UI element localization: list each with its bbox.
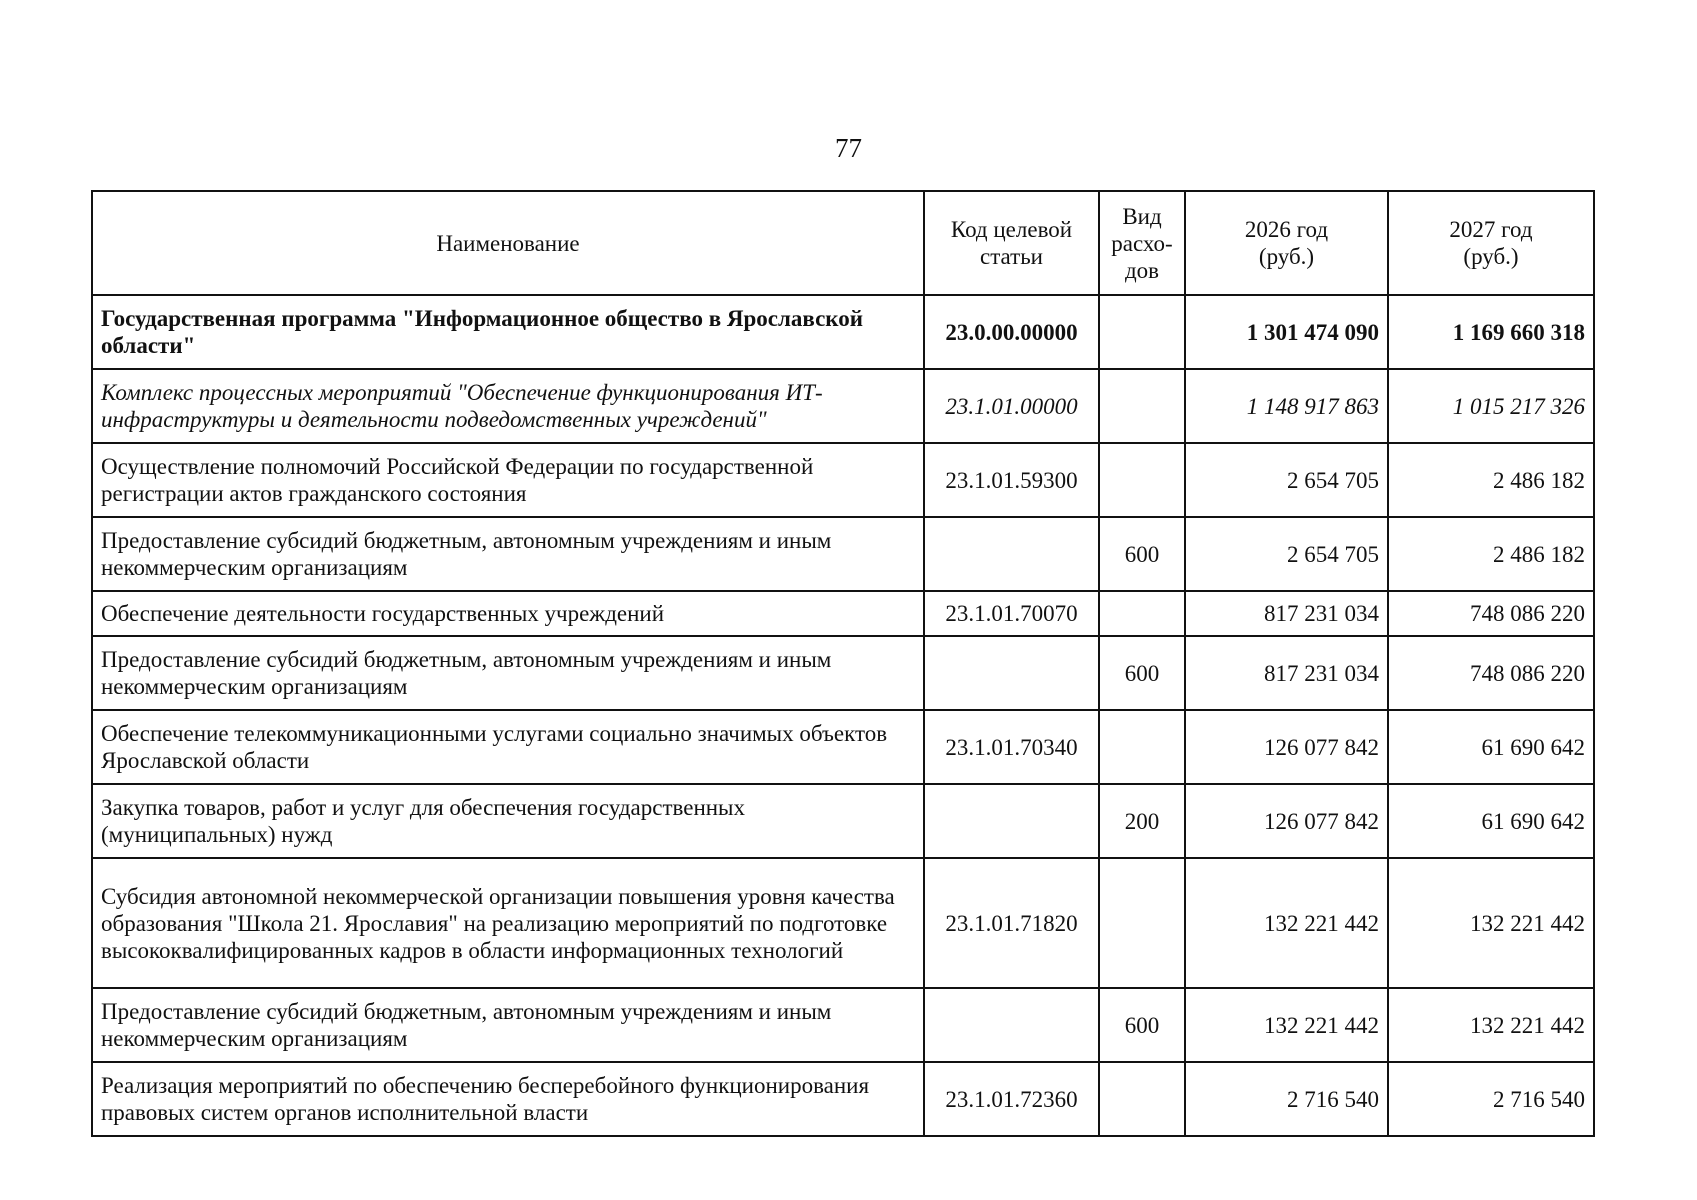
row-name: Государственная программа "Информационное общество в Ярославской области" — [92, 295, 924, 369]
row-code — [924, 784, 1099, 858]
row-2026: 126 077 842 — [1185, 710, 1388, 784]
budget-table — [91, 190, 1595, 1137]
row-type — [1099, 443, 1185, 517]
row-code: 23.1.01.70340 — [924, 710, 1099, 784]
row-type: 600 — [1099, 636, 1185, 710]
row-2026: 126 077 842 — [1185, 784, 1388, 858]
row-name: Предоставление субсидий бюджетным, автономным учреждениям и иным некоммерческим организациям — [92, 988, 924, 1062]
row-name: Закупка товаров, работ и услуг для обеспечения государственных (муниципальных) нужд — [92, 784, 924, 858]
row-2026: 2 716 540 — [1185, 1062, 1388, 1136]
row-name: Комплекс процессных мероприятий "Обеспечение функционирования ИТ-инфраструктуры и деятельности подведомственных учреждений" — [92, 369, 924, 443]
row-2026: 132 221 442 — [1185, 858, 1388, 988]
row-2027: 2 486 182 — [1388, 443, 1594, 517]
table-row — [92, 710, 1594, 784]
header-code-label: Код целевой статьи — [950, 217, 1073, 269]
header-name-label: Наименование — [436, 230, 580, 256]
row-name: Обеспечение телекоммуникационными услугами социально значимых объектов Ярославской области — [92, 710, 924, 784]
header-code — [924, 191, 1099, 295]
row-2027: 2 716 540 — [1388, 1062, 1594, 1136]
row-type: 600 — [1099, 988, 1185, 1062]
header-type-label: Вид расхо-дов — [1111, 203, 1173, 283]
row-2027: 61 690 642 — [1388, 784, 1594, 858]
row-2027: 132 221 442 — [1388, 988, 1594, 1062]
row-type — [1099, 1062, 1185, 1136]
row-2027: 1 015 217 326 — [1388, 369, 1594, 443]
row-2027: 2 486 182 — [1388, 517, 1594, 591]
row-name: Реализация мероприятий по обеспечению бесперебойного функционирования правовых систем органов исполнительной власти — [92, 1062, 924, 1136]
header-2026 — [1185, 191, 1388, 295]
header-name — [92, 191, 924, 295]
row-name: Предоставление субсидий бюджетным, автономным учреждениям и иным некоммерческим организациям — [92, 517, 924, 591]
row-code: 23.1.01.59300 — [924, 443, 1099, 517]
row-2026: 132 221 442 — [1185, 988, 1388, 1062]
row-name: Осуществление полномочий Российской Федерации по государственной регистрации актов гражданского состояния — [92, 443, 924, 517]
row-2027: 132 221 442 — [1388, 858, 1594, 988]
row-2027: 1 169 660 318 — [1388, 295, 1594, 369]
table-header-row — [92, 191, 1594, 295]
row-code: 23.1.01.71820 — [924, 858, 1099, 988]
header-type — [1099, 191, 1185, 295]
row-name: Субсидия автономной некоммерческой организации повышения уровня качества образования "Школа 21. Ярославия" на реализацию мероприятий по подготовке высококвалифицированных кадров в области информационных технологий — [92, 858, 924, 988]
row-2026: 817 231 034 — [1185, 636, 1388, 710]
row-code — [924, 636, 1099, 710]
row-2026: 817 231 034 — [1185, 591, 1388, 636]
row-2026: 2 654 705 — [1185, 517, 1388, 591]
row-code: 23.1.01.00000 — [924, 369, 1099, 443]
table-row — [92, 988, 1594, 1062]
table-row — [92, 369, 1594, 443]
table-row — [92, 1062, 1594, 1136]
table-row — [92, 784, 1594, 858]
row-type — [1099, 591, 1185, 636]
row-code: 23.1.01.70070 — [924, 591, 1099, 636]
row-name: Обеспечение деятельности государственных учреждений — [92, 591, 924, 636]
page-number: 77 — [835, 133, 862, 163]
row-2026: 1 148 917 863 — [1185, 369, 1388, 443]
row-code: 23.0.00.00000 — [924, 295, 1099, 369]
table-row — [92, 443, 1594, 517]
row-2026: 1 301 474 090 — [1185, 295, 1388, 369]
row-type: 200 — [1099, 784, 1185, 858]
row-type — [1099, 858, 1185, 988]
row-type — [1099, 295, 1185, 369]
table-row — [92, 295, 1594, 369]
table-row — [92, 858, 1594, 988]
row-code — [924, 988, 1099, 1062]
row-type: 600 — [1099, 517, 1185, 591]
row-2027: 748 086 220 — [1388, 636, 1594, 710]
row-2027: 748 086 220 — [1388, 591, 1594, 636]
table-row — [92, 517, 1594, 591]
row-code: 23.1.01.72360 — [924, 1062, 1099, 1136]
header-2026-label: 2026 год (руб.) — [1244, 217, 1329, 269]
header-2027-label: 2027 год (руб.) — [1449, 217, 1533, 269]
row-type — [1099, 710, 1185, 784]
row-type — [1099, 369, 1185, 443]
row-2026: 2 654 705 — [1185, 443, 1388, 517]
row-2027: 61 690 642 — [1388, 710, 1594, 784]
table-row — [92, 636, 1594, 710]
header-2027 — [1388, 191, 1594, 295]
row-name: Предоставление субсидий бюджетным, автономным учреждениям и иным некоммерческим организациям — [92, 636, 924, 710]
row-code — [924, 517, 1099, 591]
table-row — [92, 591, 1594, 636]
